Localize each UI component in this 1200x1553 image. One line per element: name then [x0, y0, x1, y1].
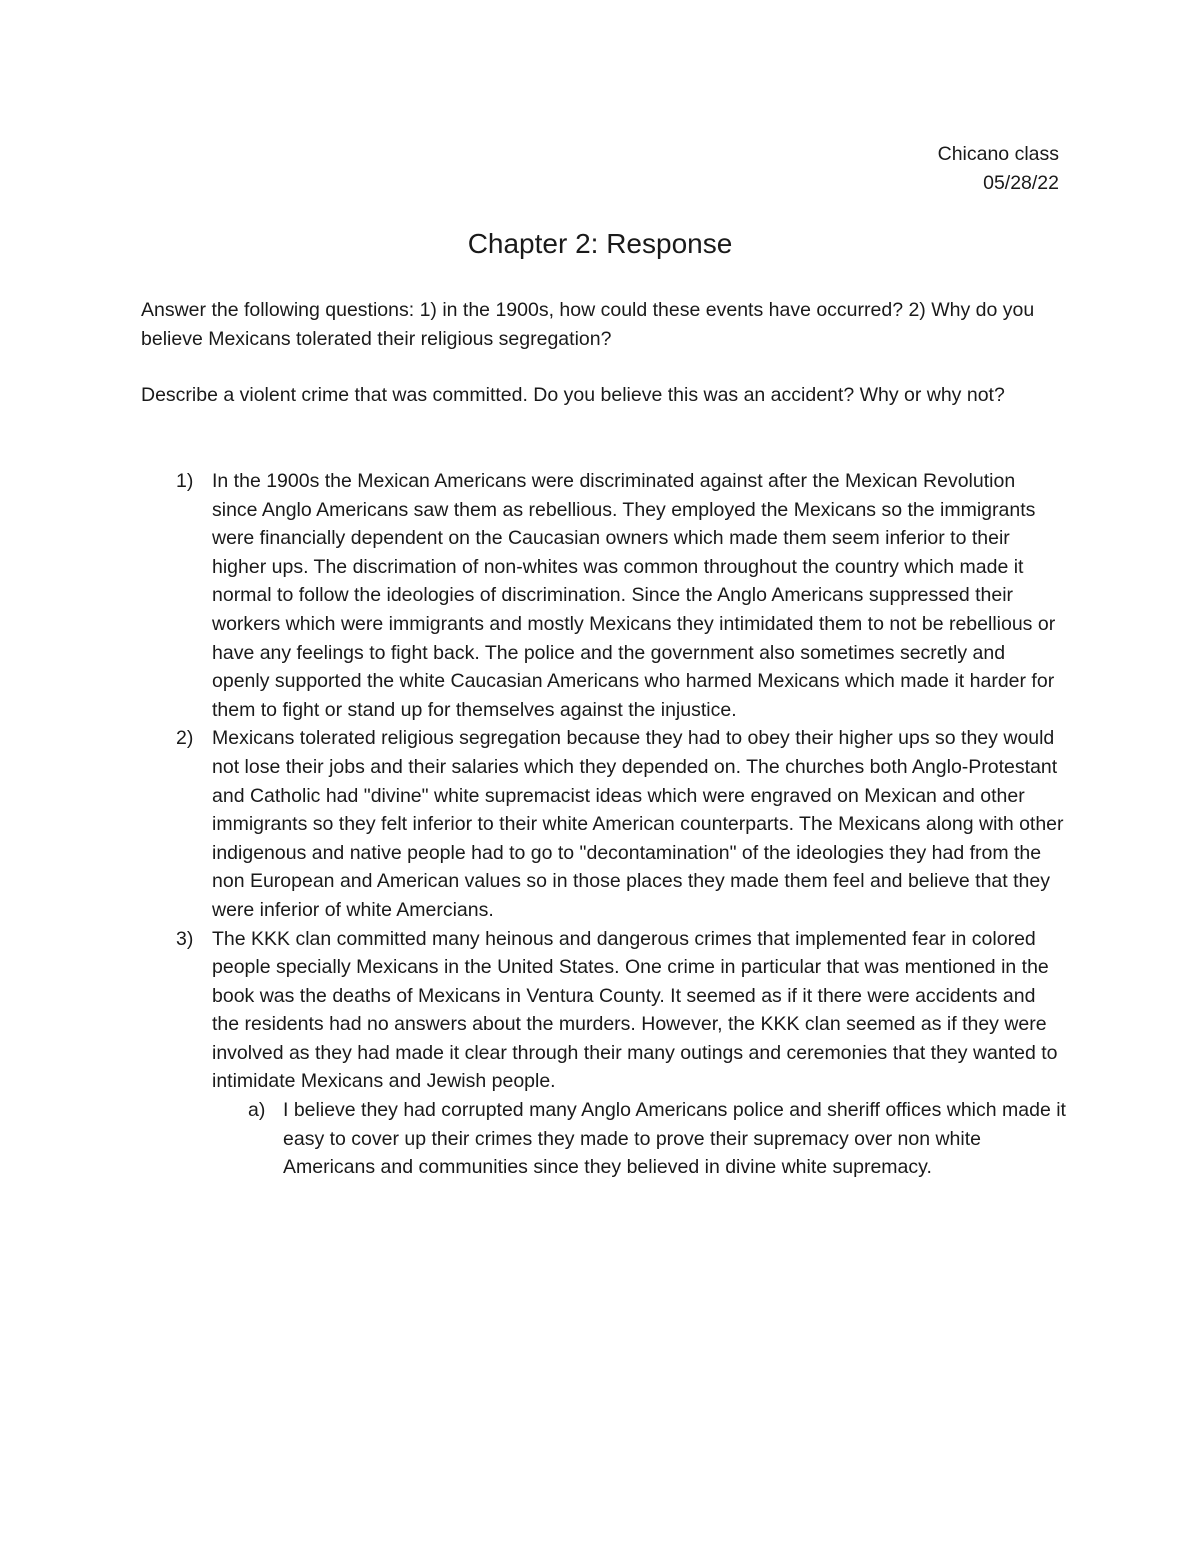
answer-text: The KKK clan committed many heinous and dangerous crimes that implemented fear in colored people specially Mexicans in the United States. One crime in particular that was mentioned in the book was the deaths of Mexicans in Ventura County. It seemed as if it there were accidents and the residents had no answers about the murders. However, the KKK clan seemed as if they were involved as they had made it clear through their many outings and ceremonies that they wanted to intimidate Mexicans and Jewish people.	[212, 927, 1058, 1093]
answer-list	[141, 467, 1066, 1182]
page-title: Chapter 2: Response	[467, 228, 733, 259]
answer-item-1	[141, 467, 1066, 724]
list-marker: 1)	[176, 470, 194, 492]
answer-text: In the 1900s the Mexican Americans were discriminated against after the Mexican Revolution since Anglo Americans saw them as rebellious. They employed the Mexicans so the immigrants were financially dependent on the Caucasian owners which made them seem inferior to their higher ups. The discrimation of non-whites was common throughout the country which made it normal to follow the ideologies of discrimination. Since the Anglo Americans suppressed their workers which were immigrants and mostly Mexicans they intimidated them to not be rebellious or have any feelings to fight back. The police and the government also sometimes secretly and openly supported the white Caucasian Americans who harmed Mexicans which made it harder for them to fight or stand up for themselves against the injustice.	[212, 470, 1056, 721]
prompt-questions: Answer the following questions: 1) in the 1900s, how could these events have occurred? 2) Why do you believe Mexicans tolerated their religious segregation?	[141, 299, 1035, 350]
course-name: Chicano class	[937, 143, 1059, 165]
prompt-crime: Describe a violent crime that was committed. Do you believe this was an accident? Why or why not?	[141, 384, 1005, 406]
list-marker: 3)	[176, 927, 194, 950]
list-marker: 2)	[176, 727, 194, 750]
answer-text: Mexicans tolerated religious segregation because they had to obey their higher ups so they would not lose their jobs and their salaries which they depended on. The churches both Anglo-Protestant and Catholic had "divine" white supremacist ideas which were engraved on Mexican and other immigrants so they felt inferior to their white American counterparts. The Mexicans along with other indigenous and native people had to go to "decontamination" of the ideologies they had from the non European and American values so in those places they made them feel and believe that they were inferior of white Amercians.	[212, 727, 1064, 921]
sub-answer-text: I believe they had corrupted many Anglo Americans police and sheriff offices which made it easy to cover up their crimes they made to prove their supremacy over non white Americans and communities since they believed in divine white supremacy.	[283, 1099, 1066, 1179]
sub-answer-item-a	[212, 1096, 1066, 1182]
answer-item-3	[141, 925, 1066, 1182]
answer-item-2	[141, 724, 1066, 924]
sub-list-marker: a)	[248, 1099, 266, 1122]
document-header	[938, 140, 1059, 198]
document-date: 05/28/22	[983, 172, 1059, 194]
sub-answer-list	[212, 1096, 1066, 1182]
